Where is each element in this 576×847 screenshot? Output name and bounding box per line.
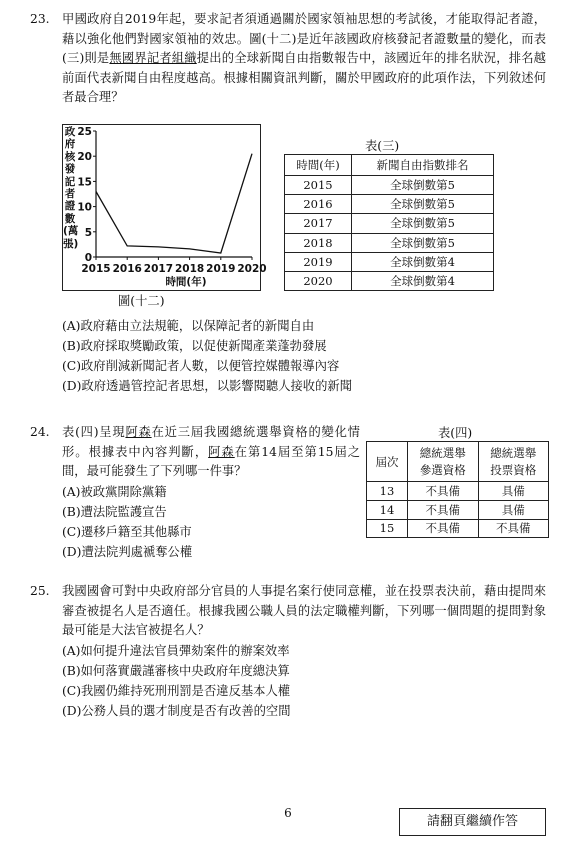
y-tick-label: 25 <box>77 126 92 138</box>
x-axis-label: 時間(年) <box>165 276 207 288</box>
table-cell: 不具備 <box>478 519 549 538</box>
table-cell: 全球倒數第5 <box>352 195 494 214</box>
table-cell: 2017 <box>285 214 352 233</box>
table-4 <box>366 441 549 538</box>
table-row <box>285 233 494 252</box>
option-c[interactable]: (C)政府削減新聞記者人數，以便管控媒體報導內容 <box>62 359 340 373</box>
question-25 <box>30 582 546 721</box>
option-d[interactable]: (D)政府透過管控記者思想，以影響閱聽人接收的新聞 <box>62 379 352 393</box>
question-number: 25. <box>30 584 50 598</box>
table-row <box>285 176 494 195</box>
option-b[interactable]: (B)遭法院監護宣告 <box>62 504 167 519</box>
table-header: 屆次 <box>367 442 408 482</box>
option-d[interactable]: (D)遭法院判處褫奪公權 <box>62 544 193 559</box>
table-cell: 2016 <box>285 195 352 214</box>
question-text: 表(四)呈現阿森在近三屆我國總統選舉資格的變化情形。根據表中內容判斷，阿森在第14屆至第15屆之間，最可能發生了下列哪一件事？ <box>62 425 360 478</box>
table-cell: 具備 <box>478 482 549 501</box>
option-d[interactable]: (D)公務人員的選才制度是否有改善的空間 <box>62 703 291 718</box>
x-tick-label: 2018 <box>174 263 205 275</box>
table-row <box>285 271 494 290</box>
option-c[interactable]: (C)我國仍維持死刑刑罰是否違反基本人權 <box>62 683 291 698</box>
table-3 <box>284 154 494 291</box>
y-axis-label-char: 記 <box>64 175 76 188</box>
x-tick-label: 2015 <box>81 263 111 275</box>
table-row <box>367 519 549 538</box>
table-cell: 不具備 <box>408 482 479 501</box>
y-tick-label: 10 <box>77 201 92 214</box>
x-tick-label: 2019 <box>206 263 236 275</box>
table-row <box>367 482 549 501</box>
table-4-caption: 表(四) <box>438 426 473 440</box>
y-axis-label-char: (萬 <box>63 225 79 238</box>
table-cell: 全球倒數第4 <box>352 252 494 271</box>
table-cell: 2019 <box>285 252 352 271</box>
table-cell: 不具備 <box>408 519 479 538</box>
table-header: 總統選舉 投票資格 <box>478 442 549 482</box>
table-cell: 2015 <box>285 176 352 195</box>
y-tick-label: 20 <box>77 151 92 164</box>
option-a[interactable]: (A)政府藉由立法規範，以保障記者的新聞自由 <box>62 319 315 333</box>
question-text: 甲國政府自2019年起，要求記者須通過關於國家領袖思想的考試後，才能取得記者證，藉以強化他們對國家領袖的效忠。圖(十二)是近年該國政府核發記者證數量的變化，而表(三)則是無國界記者組織提出的全球新聞自由指數報告中，該國近年的排名狀況，排名越前面代表新聞自由程度越高。根據相關資訊判斷，關於甲國政府的此項作法，下列敘述何者最合理？ <box>62 12 546 104</box>
option-a[interactable]: (A)被政黨開除黨籍 <box>62 484 167 499</box>
y-tick-label: 15 <box>77 176 92 189</box>
table-row <box>285 252 494 271</box>
table-cell: 不具備 <box>408 500 479 519</box>
table-cell: 具備 <box>478 500 549 519</box>
question-23-options <box>30 316 546 396</box>
y-axis-label-char: 政 <box>64 126 76 138</box>
x-tick-label: 2016 <box>112 263 142 275</box>
option-c[interactable]: (C)遷移戶籍至其他縣市 <box>62 524 192 539</box>
page-number: 6 <box>284 806 292 820</box>
table-cell: 全球倒數第5 <box>352 176 494 195</box>
y-axis-label-char: 證 <box>64 200 76 213</box>
y-tick-label: 5 <box>84 226 92 239</box>
figure-12-chart <box>62 124 267 304</box>
x-tick-label: 2017 <box>143 263 174 275</box>
series-line <box>96 154 252 253</box>
line-chart-svg <box>62 124 267 294</box>
continue-notice: 請翻頁繼續作答 <box>399 808 546 836</box>
y-axis-label-char: 發 <box>64 163 76 176</box>
table-3-caption: 表(三) <box>365 139 400 153</box>
table-cell: 2018 <box>285 233 352 252</box>
y-tick-label: 0 <box>84 252 92 264</box>
option-b[interactable]: (B)如何落實嚴謹審核中央政府年度總決算 <box>62 663 290 678</box>
y-axis-label-char: 府 <box>64 138 76 151</box>
y-axis-label-char: 者 <box>64 188 76 201</box>
table-cell: 13 <box>367 482 408 501</box>
option-a[interactable]: (A)如何提升違法官員彈劾案件的辦案效率 <box>62 643 290 658</box>
question-text: 我國國會可對中央政府部分官員的人事提名案行使同意權，並在投票表決前，藉由提問來審查被提名人是否適任。根據我國公職人員的法定職權判斷，下列哪一個問題的提問對象最可能是大法官被提名人？ <box>62 584 546 637</box>
question-24 <box>30 423 360 562</box>
question-number: 24. <box>30 425 50 439</box>
table-cell: 2020 <box>285 271 352 290</box>
table-row <box>285 214 494 233</box>
y-axis-label-char: 核 <box>64 150 76 163</box>
table-row <box>285 195 494 214</box>
y-axis-label-char: 張) <box>63 237 79 250</box>
table-cell: 全球倒數第5 <box>352 214 494 233</box>
table-row <box>367 500 549 519</box>
option-b[interactable]: (B)政府採取獎勵政策，以促使新聞產業蓬勃發展 <box>62 339 327 353</box>
table-cell: 15 <box>367 519 408 538</box>
figure-12-caption: 圖(十二) <box>118 294 165 308</box>
table-header: 時間(年) <box>285 155 352 176</box>
x-tick-label: 2020 <box>237 263 267 275</box>
table-header: 總統選舉 參選資格 <box>408 442 479 482</box>
question-23 <box>30 10 546 108</box>
y-axis-label-char: 數 <box>64 212 76 225</box>
table-header: 新聞自由指數排名 <box>352 155 494 176</box>
table-cell: 全球倒數第5 <box>352 233 494 252</box>
table-cell: 全球倒數第4 <box>352 271 494 290</box>
question-number: 23. <box>30 12 50 26</box>
table-cell: 14 <box>367 500 408 519</box>
